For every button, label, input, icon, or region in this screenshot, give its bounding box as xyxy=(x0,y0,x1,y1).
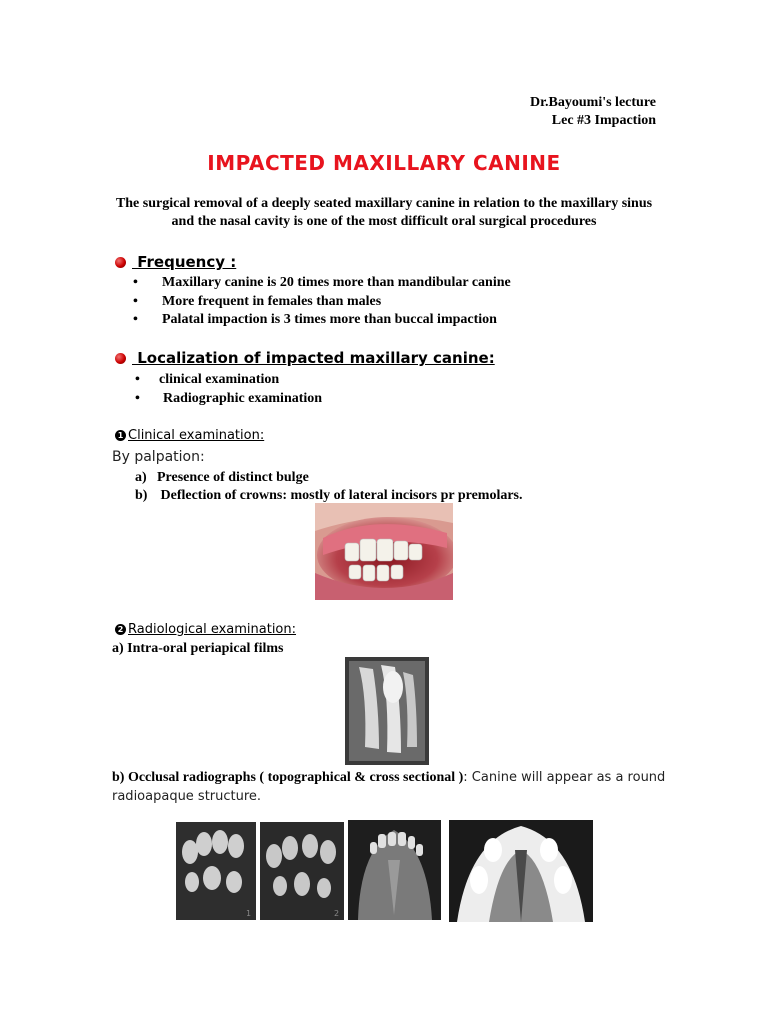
localization-list xyxy=(135,370,322,408)
list-item: • Radiographic examination xyxy=(135,391,323,406)
occlusal-xray-2 xyxy=(260,822,344,920)
localization-heading xyxy=(115,349,495,367)
periapical-label: a) Intra-oral periapical films xyxy=(112,641,284,656)
number-one-icon: 1 xyxy=(115,430,126,441)
list-item: • Palatal impaction is 3 times more than buccal impaction xyxy=(133,312,497,327)
figure-label: 2 xyxy=(334,909,340,918)
page-title: IMPACTED MAXILLARY CANINE xyxy=(207,151,561,175)
occlusal-paragraph xyxy=(112,768,672,806)
frequency-list xyxy=(133,274,511,330)
list-item: • More frequent in females than males xyxy=(133,293,382,309)
intro-paragraph: The surgical removal of a deeply seated maxillary canine in relation to the maxillary sinus and the nasal cavity is one of the most difficult oral surgical procedures xyxy=(115,196,653,229)
periapical-xray xyxy=(345,657,429,765)
list-item: b) Deflection of crowns: mostly of lateral incisors pr premolars. xyxy=(135,488,523,503)
list-item: • Maxillary canine is 20 times more than mandibular canine xyxy=(133,275,511,290)
list-item: • clinical examination xyxy=(135,372,280,387)
palpation-label: By palpation: xyxy=(112,449,205,465)
occlusal-xray-1 xyxy=(176,822,256,920)
clinical-heading: 1 Clinical examination: xyxy=(115,428,264,443)
occlusal-label: b) Occlusal radiographs ( topographical & cross sectional ) xyxy=(112,770,464,785)
occlusal-description: : Canine will appear as a round radioapaque structure. xyxy=(112,770,666,804)
frequency-heading xyxy=(115,253,236,271)
red-bullet-icon xyxy=(115,257,126,268)
radiological-heading: 2 Radiological examination: xyxy=(115,622,296,637)
clinical-list xyxy=(135,469,523,505)
lecture-number: Lec #3 Impaction xyxy=(551,113,656,128)
frequency-heading-label: Frequency : xyxy=(132,253,237,271)
number-two-icon: 2 xyxy=(115,624,126,635)
localization-heading-label: Localization of impacted maxillary canine: xyxy=(132,349,495,367)
occlusal-xray-3 xyxy=(348,820,441,920)
list-item: a) Presence of distinct bulge xyxy=(135,470,309,485)
figure-label: 1 xyxy=(246,909,252,918)
occlusal-xray-4 xyxy=(449,820,593,922)
red-bullet-icon xyxy=(115,353,126,364)
lecturer-line: Dr.Bayoumi's lecture xyxy=(530,95,656,110)
mouth-photo xyxy=(315,503,453,600)
